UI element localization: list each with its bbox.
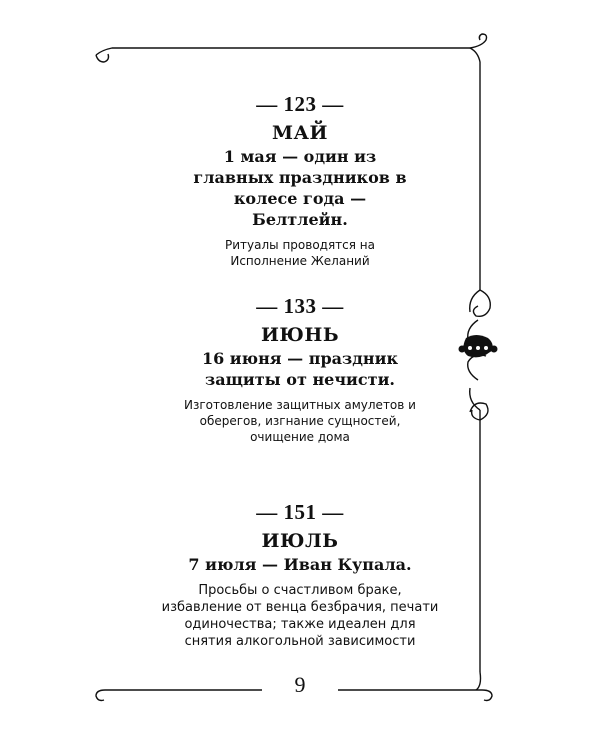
section-number: — 123 —: [256, 92, 344, 116]
ritual-description: Просьбы о счастливом браке, избавление от венца безбрачия, печати одиночества; также идеален для снятия алкогольной зависимости: [161, 583, 439, 649]
month-title: МАЙ: [272, 122, 328, 144]
month-title: ИЮЛЬ: [261, 530, 339, 552]
section-number: — 151 —: [256, 500, 344, 524]
section-number: — 133 —: [256, 294, 344, 318]
ritual-description: Ритуалы проводятся на Исполнение Желаний: [225, 238, 375, 268]
section-june: [150, 294, 450, 445]
holiday-text: 7 июля — Иван Купала.: [188, 555, 412, 574]
section-may: [150, 92, 450, 269]
ritual-description: Изготовление защитных амулетов и оберегов, изгнание сущностей, очищение дома: [184, 398, 416, 444]
page-number: 9: [294, 672, 306, 697]
month-title: ИЮНЬ: [260, 324, 340, 346]
holiday-text: 16 июня — праздник защиты от нечисти.: [201, 349, 399, 389]
holiday-text: 1 мая — один из главных праздников в колесе года — Белтлейн.: [193, 147, 407, 229]
section-july: [150, 500, 450, 650]
